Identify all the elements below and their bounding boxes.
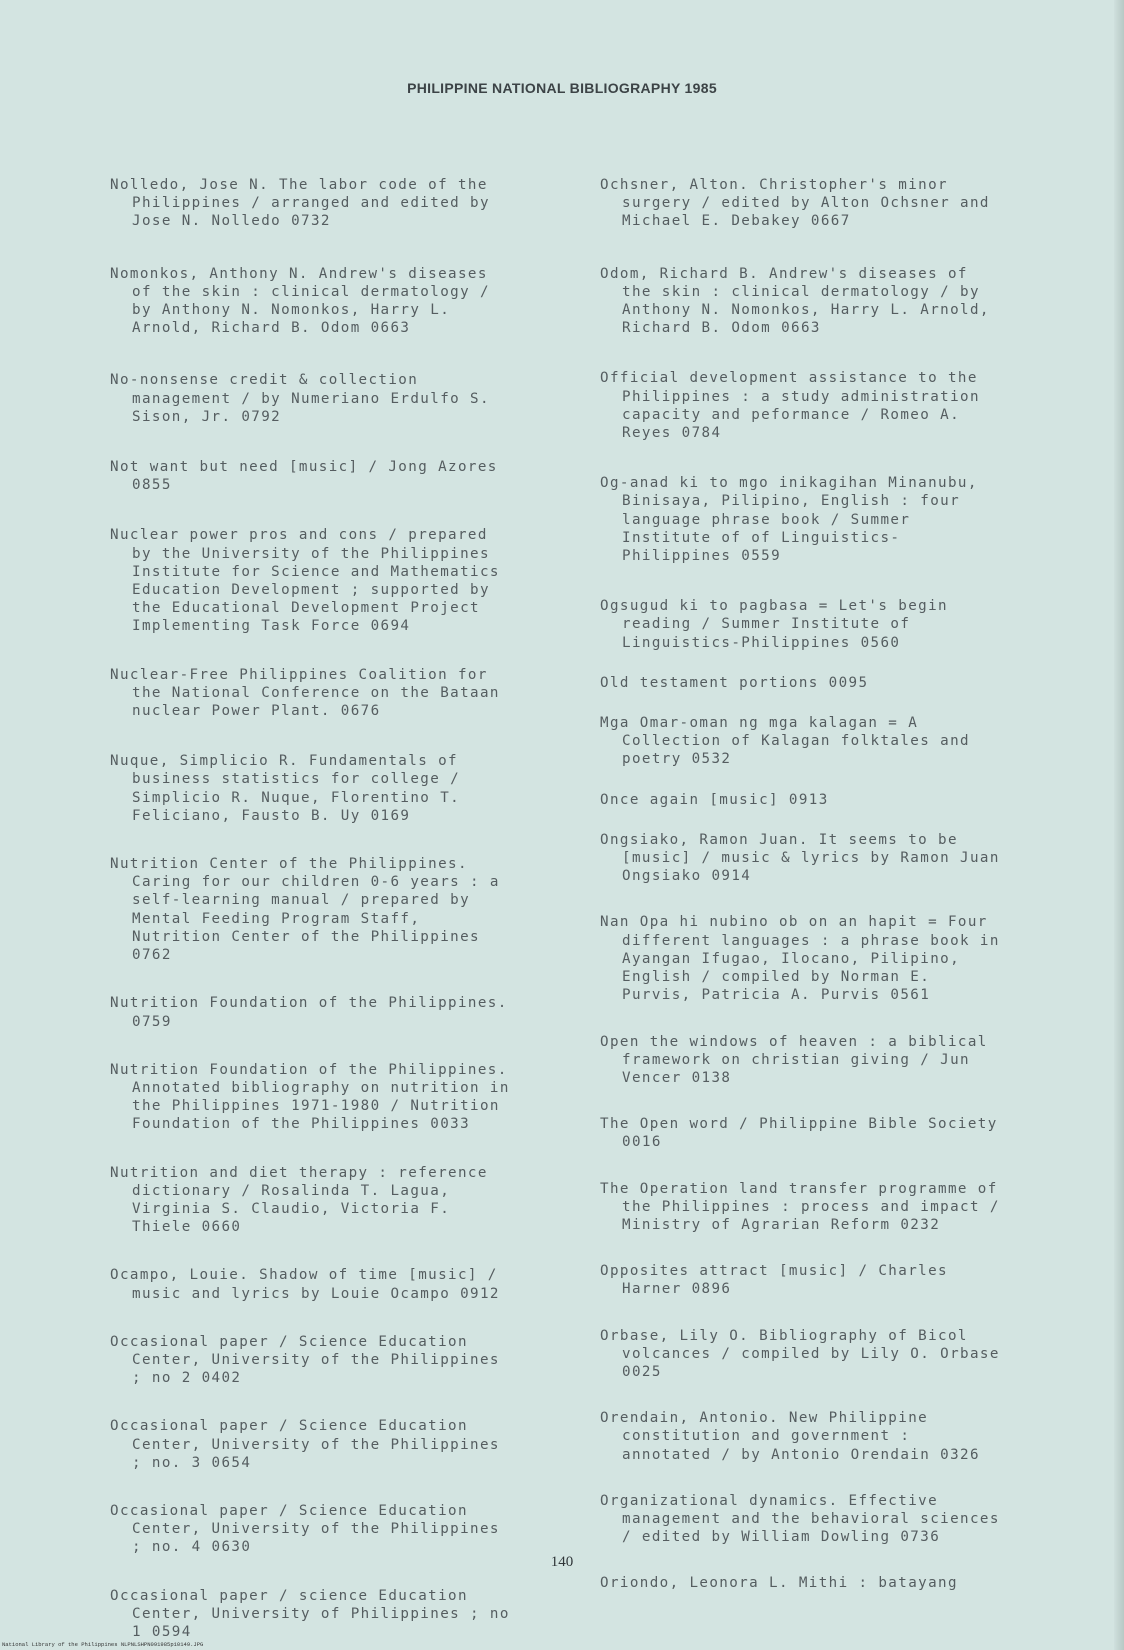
bibliography-entry: Oriondo, Leonora L. Mithi : batayang [600,1575,958,1592]
bibliography-entry: Ogsugud ki to pagbasa = Let's begin reading / Summer Institute of Linguistics-Philippines 0560 [600,598,948,651]
bibliography-entry: Nutrition and diet therapy : reference dictionary / Rosalinda T. Lagua, Virginia S. Claudio, Victoria F. Thiele 0660 [110,1164,488,1236]
right-column [600,176,1060,1593]
left-column [110,176,580,1641]
bibliography-entry: No-nonsense credit & collection management / by Numeriano Erdulfo S. Sison, Jr. 0792 [110,372,490,425]
bibliography-entry: Nuque, Simplicio R. Fundamentals of business statistics for college / Simplicio R. Nuque, Florentino T. Feliciano, Fausto B. Uy 0169 [110,753,461,824]
bibliography-entry: Official development assistance to the Philippines : a study administration capacity and peformance / Romeo A. Reyes 0784 [600,370,980,442]
bibliography-entry: Orendain, Antonio. New Philippine constitution and government : annotated / by Antonio Orendain 0326 [600,1410,980,1463]
bibliography-entry: The Open word / Philippine Bible Society 0016 [600,1116,998,1151]
bibliography-entry: Nuclear-Free Philippines Coalition for the National Conference on the Bataan nuclear Power Plant. 0676 [110,666,500,720]
bibliography-entry: Orbase, Lily O. Bibliography of Bicol volcances / compiled by Lily O. Orbase 0025 [600,1327,1000,1380]
bibliography-entry: Odom, Richard B. Andrew's diseases of the skin : clinical dermatology / by Anthony N. Nomonkos, Harry L. Arnold, Richard B. Odom 0663 [600,265,990,337]
bibliography-entry: Old testament portions 0095 [600,674,869,691]
bibliography-entry: Open the windows of heaven : a biblical framework on christian giving / Jun Vencer 0138 [600,1033,988,1086]
bibliography-entry: Occasional paper / Science Education Center, University of the Philippines ; no. 3 0654 [110,1418,500,1471]
scan-credit: National Library of the Philippines NLPNLSHPN091985p10149.JPG [2,1641,204,1648]
bibliography-entry: Organizational dynamics. Effective management and the behavioral sciences / edited by William Dowling 0736 [600,1492,1000,1546]
bibliography-entry: Nolledo, Jose N. The labor code of the Philippines / arranged and edited by Jose N. Nolledo 0732 [110,177,490,230]
bibliography-entry: Nuclear power pros and cons / prepared by the University of the Philippines Institute for Science and Mathematics Education Development ; supported by the Educational Development Project Implementing Task Force 0694 [110,527,500,635]
bibliography-entry: Nutrition Foundation of the Philippines. 0759 [110,995,508,1030]
bibliography-entry: Mga Omar-oman ng mga kalagan = A Collection of Kalagan folktales and poetry 0532 [600,715,970,768]
bibliography-entry: Occasional paper / Science Education Center, University of the Philippines ; no. 4 0630 [110,1502,500,1556]
bibliography-entry: Og-anad ki to mgo inikagihan Minanubu, Binisaya, Pilipino, English : four language phrase book / Summer Institute of of Linguistics- Philippines 0559 [600,475,978,565]
bibliography-entry: Ocampo, Louie. Shadow of time [music] / music and lyrics by Louie Ocampo 0912 [110,1267,500,1302]
page-number: 140 [550,1554,574,1570]
bibliography-entry: Opposites attract [music] / Charles Harner 0896 [600,1263,948,1298]
bibliography-entry: Nan Opa hi nubino ob on an hapit = Four different languages : a phrase book in Ayangan Ifugao, Ilocano, Pilipino, English / compiled by Norman E. Purvis, Patricia A. Purvis 0561 [600,914,1000,1004]
bibliography-entry: Occasional paper / Science Education Center, University of the Philippines ; no 2 0402 [110,1333,500,1387]
bibliography-entry: Nutrition Foundation of the Philippines. Annotated bibliography on nutrition in the Philippines 1971-1980 / Nutrition Foundation of the Philippines 0033 [110,1061,510,1133]
bibliography-entry: Occasional paper / science Education Center, University of Philippines ; no 1 0594 [110,1587,510,1640]
bibliography-entry: Ochsner, Alton. Christopher's minor surgery / edited by Alton Ochsner and Michael E. Debakey 0667 [600,177,990,230]
page-edge [1114,0,1124,1650]
bibliography-entry: Nutrition Center of the Philippines. Caring for our children 0-6 years : a self-learning manual / prepared by Mental Feeding Program Staff, Nutrition Center of the Philippines 0762 [110,856,500,964]
bibliography-entry: Ongsiako, Ramon Juan. It seems to be [music] / music & lyrics by Ramon Juan Ongsiako 0914 [600,831,1000,885]
page-title: PHILIPPINE NATIONAL BIBLIOGRAPHY 1985 [407,80,717,96]
bibliography-entry: Nomonkos, Anthony N. Andrew's diseases of the skin : clinical dermatology / by Anthony N. Nomonkos, Harry L. Arnold, Richard B. Odom 0663 [110,265,490,337]
bibliography-entry: Once again [music] 0913 [600,791,829,808]
bibliography-entry: The Operation land transfer programme of the Philippines : process and impact / Ministry of Agrarian Reform 0232 [600,1180,1000,1233]
bibliography-entry: Not want but need [music] / Jong Azores 0855 [110,459,498,494]
